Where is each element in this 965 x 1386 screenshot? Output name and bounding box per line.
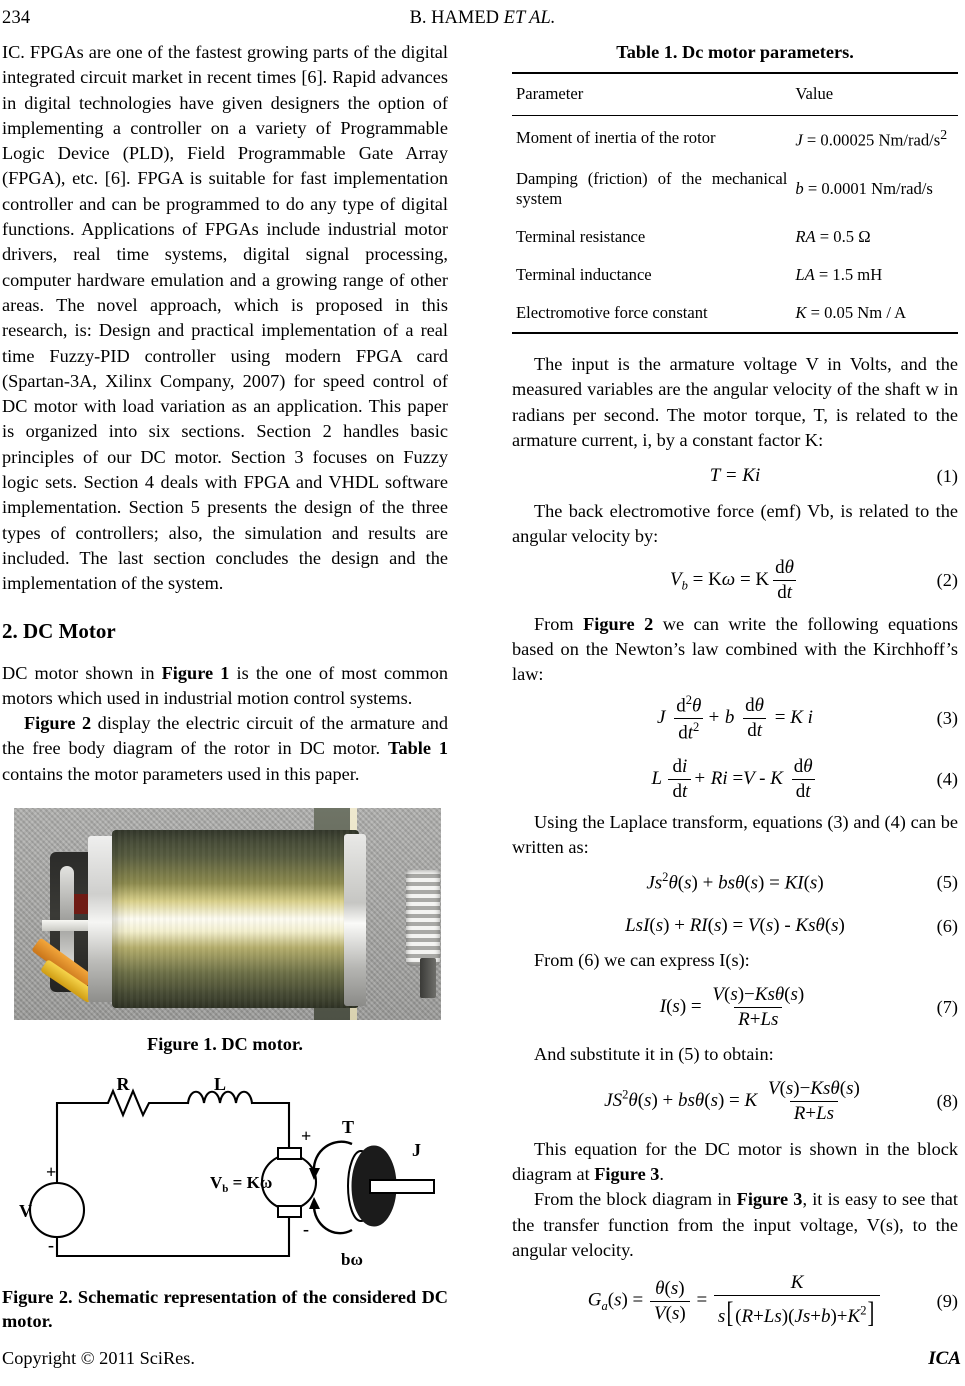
nk-post: we can write the following equations based on the Newton’s law combined with the Kirchhoff’s law:: [512, 613, 959, 685]
equation-9-number: (9): [936, 1290, 958, 1311]
value-symbol: RA: [795, 226, 816, 246]
motor-minus-label: -: [303, 1219, 309, 1239]
motor-rear-shaft: [42, 920, 88, 931]
block-diagram-paragraph: [512, 1137, 958, 1188]
page-number: 234: [2, 8, 31, 28]
equation-8: $JS^2\theta(s) + bs\theta(s) = K$ $\frac{\text{V(s)−Ksθ(s)}}{R+Ls}$: [604, 1078, 860, 1125]
dc-motor-photograph: [14, 808, 441, 1020]
equation-2: $V_b = K\omega = K$ $\frac{d\theta}{dt}$: [669, 557, 794, 604]
resistor-symbol: [102, 1091, 155, 1115]
equation-1-number: (1): [936, 465, 958, 486]
equation-3-number: (3): [936, 708, 958, 729]
table-cell-parameter: Damping (friction) of the mechanical system: [516, 168, 788, 208]
table-row: [512, 160, 958, 218]
table-row: [512, 294, 958, 333]
table-header-value: Value: [791, 73, 958, 116]
table-cell-parameter: Terminal resistance: [516, 226, 646, 246]
motor-terminal-bottom: [278, 1206, 301, 1217]
value-text: = 0.0001 Nm/rad/s: [803, 178, 933, 198]
wire-return-bottom: [57, 1216, 289, 1256]
motor-plus-label: +: [301, 1126, 312, 1146]
left-column: [2, 40, 448, 787]
copyright-notice: Copyright © 2011 SciRes.: [2, 1348, 195, 1368]
torque-label: T: [342, 1117, 355, 1137]
equation-4-row: [512, 750, 958, 810]
value-symbol: LA: [795, 264, 815, 284]
motor-gear: [406, 870, 440, 966]
equation-6: LsI(s) + RI(s) = V(s) - Ksθ(s): [625, 915, 845, 937]
table-row: [512, 116, 958, 160]
figure3-reference-2: Figure 3: [736, 1189, 803, 1210]
running-title-authors: B. HAMED: [409, 8, 500, 28]
source-minus-label: -: [48, 1235, 54, 1255]
equation-5: Js$^2$θ(s) + bsθ(s) = KI(s): [646, 870, 824, 894]
figure3-reference-1: Figure 3: [594, 1164, 660, 1185]
dcm-p1-pre: DC motor shown in: [2, 662, 162, 683]
right-column: [512, 352, 958, 1339]
table1-reference: Table 1: [387, 738, 448, 759]
newton-kirchhoff-paragraph: [512, 612, 958, 688]
table-cell-value: [791, 218, 958, 256]
motor-end-cap-right: [344, 834, 366, 1006]
back-emf-paragraph: The back electromotive force (emf) Vb, is related to the angular velocity by:: [512, 501, 958, 547]
express-i-paragraph: From (6) we can express I(s):: [534, 950, 750, 971]
equation-1-row: [512, 453, 958, 499]
figure-1-photo: [14, 808, 441, 1020]
wire-inductor-to-motor: [252, 1103, 289, 1148]
section-heading-dc-motor: 2. DC Motor: [2, 618, 116, 643]
dc-motor-paragraph-1: [2, 661, 448, 712]
running-title: [0, 8, 965, 29]
intro-paragraph: IC. FPGAs are one of the fastest growing parts of the digital integrated circuit market in recent times [6]. Rapid advances in digital technologies have given designers the option of implementing a controller on a variety of Programmable Logic Device (PLD), Field Programmable Gate Array (FPGA), etc. [6]. FPGA is suitable for fast implementation controller and can be programmed to do any type of digital functions. Applications of FPGAs include industrial motor drivers, real time systems, digital signal processing, computer hardware emulation and a growing range of other areas. The novel approach, which is proposed in this research, is: Design and practical implementation of a real time Fuzzy-PID controller using modern FPGA card (Spartan-3A, Xilinx Company, 2007) for speed control of DC motor with load variation as an application. This paper is organized into six sections. Section 2 handles basic principles of our DC motor. Section 3 focuses on Fuzzy logic sets. Section 4 deals with FPGA and VHDL software implementation. Section 5 presents the design of the three types of controllers; also, the simulation and results are included. The last section concludes the design and the implementation of the system.: [2, 42, 448, 594]
table-cell-value: [791, 256, 958, 294]
running-head: [0, 8, 965, 34]
dc-motor-parameters-table: [512, 72, 958, 334]
dc-motor-paragraph-2: [2, 711, 448, 787]
damping-label: bω: [341, 1250, 363, 1269]
equation-7: I(s) = $\frac{\text{V(s)−Ksθ(s)}}{R+Ls}$: [659, 984, 805, 1031]
running-title-etal: ET AL.: [503, 8, 556, 28]
bd-post: .: [659, 1164, 664, 1185]
equation-9: $G_a(s)$ = $\frac{\theta(s)}{V(s)}$ = $\frac{K}{s[(R+Ls)(Js+b)+K^2]}$: [588, 1272, 883, 1330]
resistor-label: R: [116, 1074, 130, 1094]
value-symbol: K: [795, 302, 807, 322]
substitute-paragraph: And substitute it in (5) to obtain:: [534, 1043, 774, 1064]
equation-2-row: [512, 550, 958, 612]
equation-7-row: [512, 974, 958, 1042]
motor-cylindrical-housing: [112, 830, 359, 1008]
table-row: [512, 218, 958, 256]
table-header-parameter: Parameter: [512, 73, 791, 116]
equation-1: T = Ki: [709, 465, 761, 487]
equation-8-number: (8): [936, 1091, 958, 1112]
figure-1-caption: Figure 1. DC motor.: [147, 1034, 303, 1054]
equation-6-row: [512, 904, 958, 948]
voltage-source-label: V: [19, 1201, 32, 1221]
bd-pre: This equation for the DC motor is shown in the block diagram at: [512, 1138, 958, 1185]
figure2-reference-right: Figure 2: [583, 613, 654, 634]
table-cell-value: [791, 294, 958, 333]
equation-2-number: (2): [936, 570, 958, 591]
dcm-p2-post: contains the motor parameters used in this paper.: [2, 763, 360, 784]
value-text: = 0.00025 Nm/rad/s: [802, 130, 941, 150]
transfer-function-paragraph: [512, 1187, 958, 1263]
value-text: = 0.5 Ω: [815, 226, 871, 246]
equation-5-row: [512, 860, 958, 904]
table-cell-parameter: Electromotive force constant: [512, 294, 791, 333]
value-symbol: b: [795, 178, 804, 198]
equation-5-number: (5): [936, 871, 958, 892]
motor-terminal-top: [278, 1148, 301, 1159]
source-plus-label: +: [46, 1162, 57, 1182]
nk-pre: From: [534, 613, 584, 634]
tf-pre: From the block diagram in: [534, 1189, 737, 1210]
inertia-label: J: [412, 1140, 421, 1160]
value-symbol: J: [795, 130, 803, 150]
value-exponent: 2: [940, 127, 948, 142]
equation-4-number: (4): [936, 769, 958, 790]
table-cell-parameter: Moment of inertia of the rotor: [516, 127, 716, 147]
figure-2-schematic: [2, 1070, 448, 1276]
table-header-row: [512, 73, 958, 116]
circuit-diagram-svg: [2, 1070, 448, 1276]
equation-8-row: [512, 1067, 958, 1137]
table-1-caption: Table 1. Dc motor parameters.: [616, 42, 854, 62]
rotor-shaft: [370, 1180, 434, 1193]
page-footer: [0, 1348, 965, 1372]
armature-voltage-paragraph: The input is the armature voltage V in Volts, and the measured variables are the angular velocity of the shaft w in radians per second. The motor torque, T, is related to the armature current, i, by a constant factor K:: [512, 354, 958, 450]
dcm-p1-post: is the one of most common motors which used in industrial motion control systems.: [2, 662, 448, 708]
table-cell-value: [791, 116, 958, 160]
figure1-reference: Figure 1: [161, 662, 230, 683]
laplace-paragraph: Using the Laplace transform, equations (3) and (4) can be written as:: [512, 811, 958, 857]
back-emf-label: $V_b = K\omega$: [210, 1173, 273, 1195]
figure-2-caption: Figure 2. Schematic representation of the considered DC motor.: [2, 1287, 448, 1331]
equation-3: J $\frac{d^2\theta}{dt^2}$ + b $\frac{d\theta}{dt}$ = K i: [657, 692, 813, 744]
value-text: = 0.05 Nm / A: [806, 302, 907, 322]
equation-3-row: [512, 688, 958, 750]
wire-source-to-resistor: [57, 1103, 102, 1183]
table-cell-value: [791, 160, 958, 218]
inductor-label: L: [213, 1074, 227, 1094]
equation-4: L $\frac{di}{dt}$ + Ri =V - K $\frac{d\theta}{dt}$: [651, 756, 813, 803]
equation-9-row: [512, 1263, 958, 1339]
dcm-p2-mid: display the electric circuit of the armature and the free body diagram of the rotor in DC motor.: [2, 713, 448, 759]
table-row: [512, 256, 958, 294]
journal-abbreviation: ICA: [928, 1348, 961, 1369]
equation-7-number: (7): [936, 997, 958, 1018]
table-cell-parameter: Terminal inductance: [516, 264, 652, 284]
motor-gear-shaft: [420, 958, 436, 998]
equation-6-number: (6): [936, 915, 958, 936]
figure2-reference: Figure 2: [24, 713, 92, 734]
tf-post: , it is easy to see that the transfer function from the input voltage, V(s), to the angular velocity.: [512, 1189, 958, 1261]
voltage-source-symbol: [30, 1183, 84, 1237]
value-text: = 1.5 mH: [814, 264, 883, 284]
